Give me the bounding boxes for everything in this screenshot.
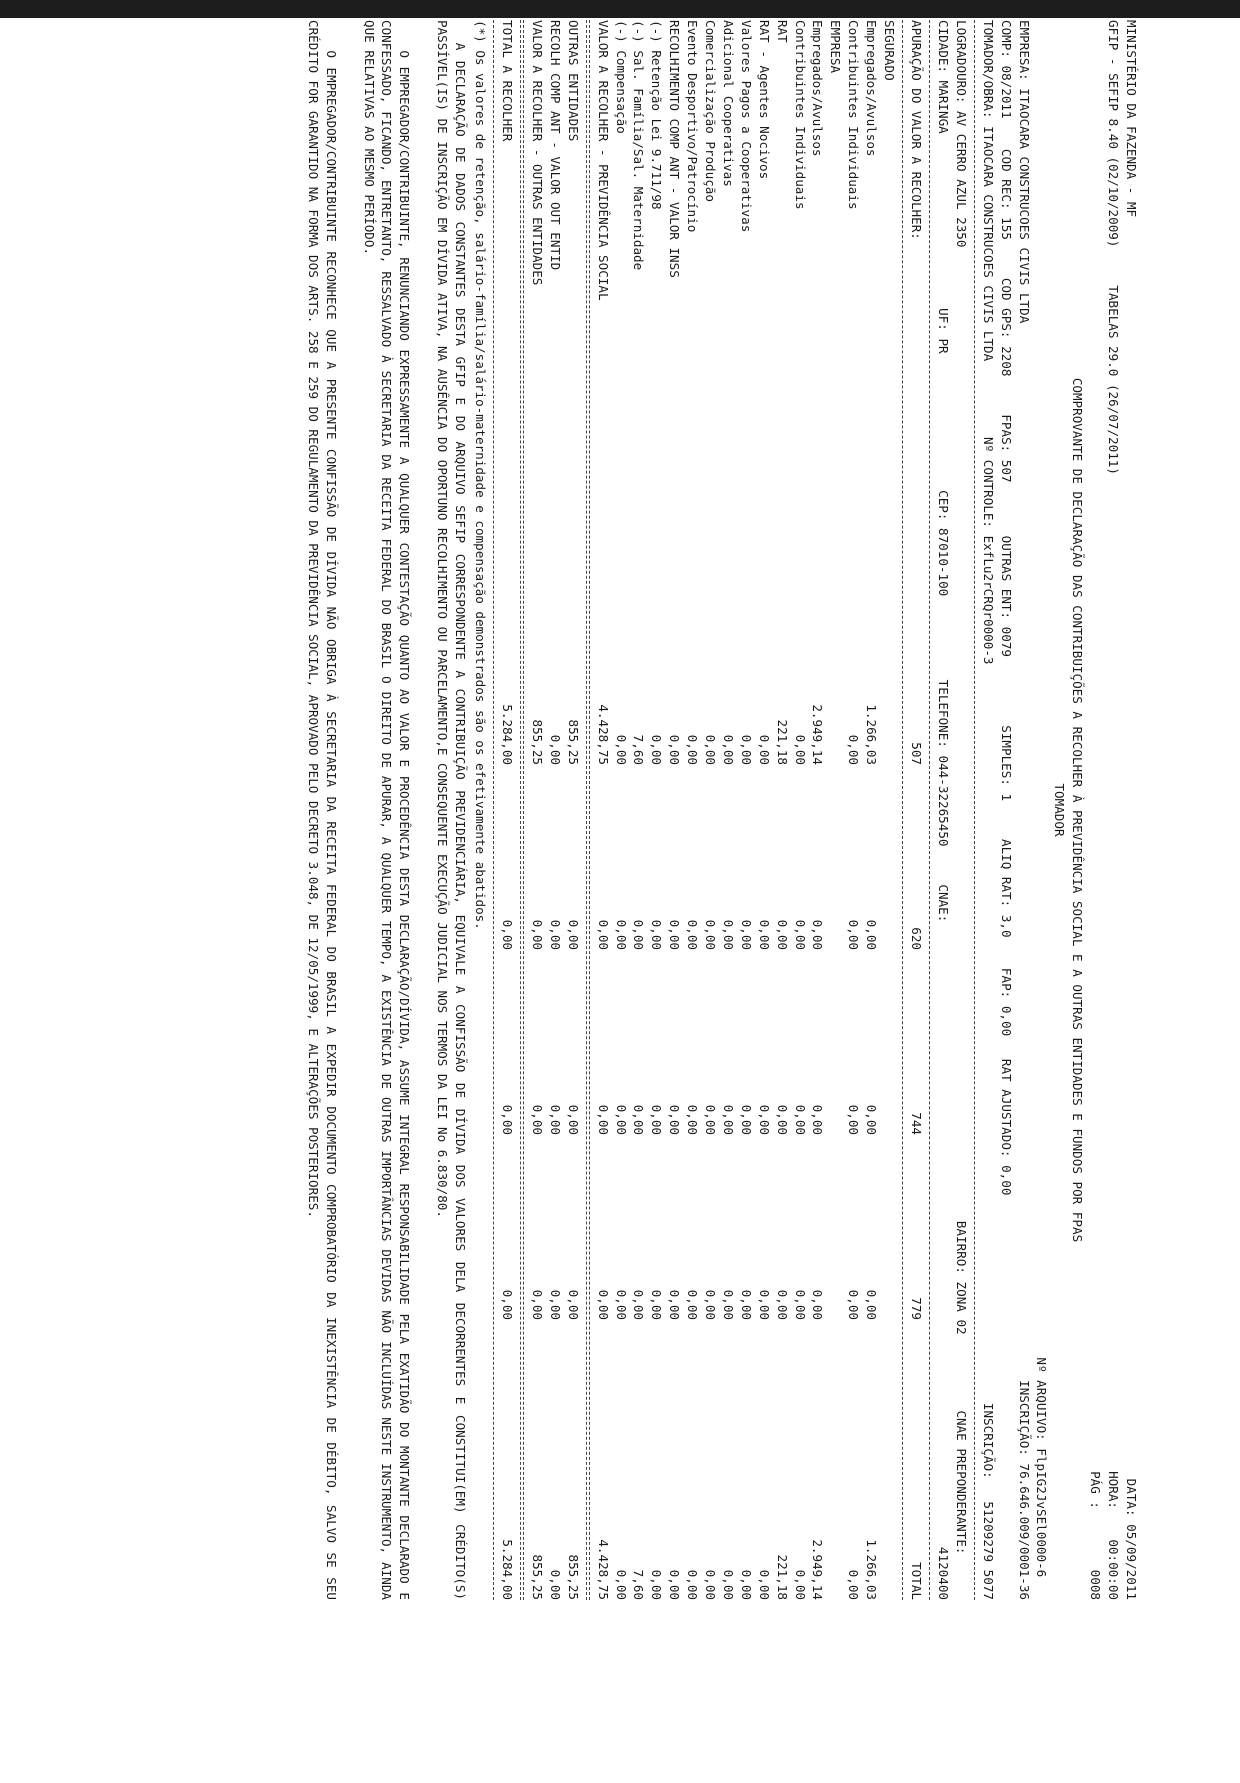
cell-value: 0,00 bbox=[547, 1569, 563, 1600]
cod-rec: COD REC: 155 bbox=[998, 148, 1014, 240]
software-version: GFIP - SEFIP 8.40 (02/10/2009) bbox=[1106, 20, 1122, 248]
cell-value: 0,00 bbox=[756, 734, 772, 765]
row-label: (-) Compensação bbox=[613, 20, 629, 134]
cell-value: 0,00 bbox=[667, 919, 683, 950]
cell-value: 0,00 bbox=[810, 1289, 826, 1320]
document-title: COMPROVANTE DE DECLARAÇÃO DAS CONTRIBUIÇÕES A RECOLHER À PREVIDÊNCIA SOCIAL E A OUTRAS ENTIDADES E FUNDOS POR FPAS bbox=[1070, 377, 1086, 1243]
document-page bbox=[70, 0, 1170, 1640]
cell-value: 0,00 bbox=[613, 1104, 629, 1135]
zip-code: CEP: 87010-100 bbox=[935, 490, 951, 597]
header-line-2 bbox=[1104, 20, 1122, 1600]
cell-value: 0,00 bbox=[547, 919, 563, 950]
table-row bbox=[791, 20, 809, 1600]
outras-ent: OUTRAS ENT: 0079 bbox=[998, 535, 1014, 657]
table-row bbox=[737, 20, 755, 1600]
competence-line bbox=[997, 20, 1015, 1600]
cell-value: 0,00 bbox=[792, 1289, 808, 1320]
declaration-note: A DECLARAÇÃO DE DADOS CONSTANTES DESTA GFIP E DO ARQUIVO SEFIP CORRESPONDENTE A CONTRIBUIÇÃO PREVIDENCIÁRIA, EQUIVALE A CONFISSÃO DE DÍVIDA DOS VALORES DELA DECORRENTES E CONSTITUI(EM) CRÉDITO(S) PASSÍVEL(IS) DE INSCRIÇÃO EM DÍVIDA ATIVA, NA AUSÊNCIA DO OPORTUNO RECOLHIMENTO OU PARCELAMENTO,E CONSEQUENTE EXECUÇÃO JUDICIAL NOS TERMOS DA LEI No 6.830/80. bbox=[435, 20, 469, 1600]
cell-value bbox=[827, 765, 845, 950]
row-label: Valores Pagos a Cooperativas bbox=[738, 20, 754, 233]
cell-value: 0,00 bbox=[720, 1289, 736, 1320]
cell-value: 0,00 bbox=[738, 1569, 754, 1600]
cnae-value: 4120400 bbox=[935, 1546, 951, 1600]
cell-value: 0,00 bbox=[720, 1104, 736, 1135]
table-row bbox=[809, 20, 827, 1600]
address-line bbox=[952, 20, 970, 1600]
cell-value: 855,25 bbox=[529, 1554, 545, 1600]
row-label: Evento Desportivo/Patrocínio bbox=[685, 20, 701, 233]
cell-value: 0,00 bbox=[846, 1289, 862, 1320]
table-row bbox=[827, 20, 845, 1600]
cell-value: 0,00 bbox=[864, 1104, 880, 1135]
cell-value: 0,00 bbox=[846, 1569, 862, 1600]
header-line-3 bbox=[1086, 20, 1104, 1600]
row-label: EMPRESA bbox=[828, 20, 844, 74]
cell-value: 5.284,00 bbox=[500, 1539, 515, 1600]
cell-value: 0,00 bbox=[500, 1289, 515, 1320]
cell-value: 0,00 bbox=[547, 1104, 563, 1135]
cell-value: 221,18 bbox=[774, 1554, 790, 1600]
cell-value: 0,00 bbox=[500, 919, 515, 950]
cell-value: 0,00 bbox=[703, 1289, 719, 1320]
cell-value: 0,00 bbox=[667, 734, 683, 765]
cell-value: 2.949,14 bbox=[810, 1539, 826, 1600]
table-row bbox=[880, 20, 898, 1600]
row-label: TOTAL A RECOLHER bbox=[500, 20, 515, 142]
cell-value: 0,00 bbox=[756, 919, 772, 950]
cell-value: 4.428,75 bbox=[595, 1539, 611, 1600]
cell-value: 0,00 bbox=[613, 1569, 629, 1600]
fap: FAP: 0,00 bbox=[998, 967, 1014, 1037]
cell-value: 0,00 bbox=[864, 919, 880, 950]
cell-value: 0,00 bbox=[565, 919, 581, 950]
values-table bbox=[594, 20, 898, 1600]
cell-value: 0,00 bbox=[774, 919, 790, 950]
cell-value: 0,00 bbox=[565, 1289, 581, 1320]
separator bbox=[902, 20, 903, 1600]
cell-value: 0,00 bbox=[792, 919, 808, 950]
cell-value: 855,25 bbox=[565, 1554, 581, 1600]
simples: SIMPLES: 1 bbox=[998, 725, 1014, 802]
cell-value bbox=[880, 950, 898, 1135]
cell-value: 0,00 bbox=[756, 1569, 772, 1600]
cell-value: 0,00 bbox=[631, 1289, 647, 1320]
table-row bbox=[546, 20, 564, 1600]
cell-value: 0,00 bbox=[667, 1289, 683, 1320]
cell-value: 0,00 bbox=[792, 1569, 808, 1600]
apuracao-header bbox=[907, 20, 925, 1600]
cell-value: 0,00 bbox=[649, 1569, 665, 1600]
row-label: RECOLHIMENTO COMP ANT - VALOR INSS bbox=[667, 20, 683, 278]
row-label: Empregados/Avulsos bbox=[810, 20, 826, 157]
tomador-inscription: INSCRIÇÃO: 51209279 5077 bbox=[980, 1402, 996, 1600]
cell-value bbox=[880, 1320, 898, 1600]
cell-value: 0,00 bbox=[595, 919, 611, 950]
cnae-preponderante: CNAE PREPONDERANTE: bbox=[953, 1410, 969, 1555]
cell-value: 0,00 bbox=[631, 919, 647, 950]
table-row bbox=[862, 20, 880, 1600]
cell-value bbox=[880, 1135, 898, 1320]
cell-value: 0,00 bbox=[846, 1104, 862, 1135]
cell-value: 0,00 bbox=[685, 1104, 701, 1135]
company-name: EMPRESA: ITAOCARA CONSTRUCOES CIVIS LTDA bbox=[1016, 20, 1032, 324]
cell-value: 0,00 bbox=[864, 1289, 880, 1320]
table-row bbox=[665, 20, 683, 1600]
cell-value: 0,00 bbox=[738, 919, 754, 950]
other-entities-table bbox=[528, 20, 582, 1600]
apuracao-label: APURAÇÃO DO VALOR A RECOLHER: bbox=[909, 20, 925, 240]
cell-value: 0,00 bbox=[667, 1569, 683, 1600]
col-header: 779 bbox=[909, 1297, 925, 1320]
renounce-note: O EMPREGADOR/CONTRIBUINTE, RENUNCIANDO EXPRESSAMENTE A QUALQUER CONTESTAÇÃO QUANTO AO VALOR E PROCEDÊNCIA DESTA DECLARAÇÃO/DÍVIDA, ASSUME INTEGRAL RESPONSABILIDADE PELA EXATIDÃO DO MONTANTE DECLARADO E CONFESSADO, FICANDO, ENTRETANTO, RESSALVADO À SECRETARIA DA RECEITA FEDERAL DO BRASIL O DIREITO DE APURAR, A QUALQUER TEMPO, A EXISTÊNCIA DE OUTRAS IMPORTÂNCIAS DEVIDAS NÃO INCLUÍDAS NESTE INSTRUMENTO, AINDA QUE RELATIVAS AO MESMO PERÍODO. bbox=[361, 20, 413, 1600]
print-time: HORA: 00:00:00 bbox=[1106, 1471, 1122, 1600]
row-label: VALOR A RECOLHER - PREVIDÊNCIA SOCIAL bbox=[595, 20, 611, 301]
street: LOGRADOURO: AV CERRO AZUL 2350 bbox=[953, 20, 969, 248]
cell-value: 1.266,03 bbox=[864, 704, 880, 765]
cell-value: 7,60 bbox=[631, 1569, 647, 1600]
col-header: 744 bbox=[909, 1112, 925, 1135]
cell-value: 0,00 bbox=[756, 1289, 772, 1320]
row-label: RECOLH COMP ANT - VALOR OUT ENTID bbox=[547, 20, 563, 271]
cell-value: 7,60 bbox=[631, 734, 647, 765]
cell-value: 0,00 bbox=[792, 734, 808, 765]
separator bbox=[929, 20, 930, 1600]
cell-value: 0,00 bbox=[529, 1289, 545, 1320]
table-row bbox=[528, 20, 546, 1600]
cell-value bbox=[880, 765, 898, 950]
control-number: Nº CONTROLE: ExfLu2rCRQr0000-3 bbox=[980, 437, 996, 665]
cell-value: 0,00 bbox=[529, 919, 545, 950]
cell-value: 5.284,00 bbox=[500, 704, 515, 765]
cell-value bbox=[827, 1320, 845, 1600]
cell-value: 4.428,75 bbox=[595, 704, 611, 765]
col-header: TOTAL bbox=[909, 1562, 925, 1600]
row-label: Empregados/Avulsos bbox=[864, 20, 880, 157]
cell-value: 0,00 bbox=[631, 1104, 647, 1135]
cell-value: 0,00 bbox=[810, 919, 826, 950]
cell-value: 0,00 bbox=[500, 1104, 515, 1135]
table-row bbox=[594, 20, 612, 1600]
ministry-label: MINISTÉRIO DA FAZENDA - MF bbox=[1124, 20, 1139, 218]
row-label: OUTRAS ENTIDADES bbox=[565, 20, 581, 142]
cell-value: 0,00 bbox=[649, 919, 665, 950]
cell-value: 0,00 bbox=[595, 1289, 611, 1320]
state: UF: PR bbox=[935, 308, 951, 354]
cell-value: 0,00 bbox=[649, 1289, 665, 1320]
table-row bbox=[630, 20, 648, 1600]
cell-value: 0,00 bbox=[685, 734, 701, 765]
cell-value bbox=[827, 950, 845, 1135]
cell-value: 0,00 bbox=[774, 1104, 790, 1135]
city-line bbox=[934, 20, 952, 1600]
table-row bbox=[844, 20, 862, 1600]
district: BAIRRO: ZONA 02 bbox=[953, 1220, 969, 1335]
cell-value: 855,25 bbox=[529, 719, 545, 765]
total-row bbox=[498, 20, 516, 1600]
tomador-line bbox=[979, 20, 997, 1600]
archive-number: Nº ARQUIVO: FlpIG2JvSEl0000-6 bbox=[1034, 1357, 1050, 1578]
recognize-note: O EMPREGADOR/CONTRIBUINTE RECONHECE QUE A PRESENTE CONFISSÃO DE DÍVIDA NÃO OBRIGA À SECRETARIA DA RECEITA FEDERAL DO BRASIL A EXPEDIR DOCUMENTO COMPROBATÓRIO DA INEXISTÊNCIA DE DÉBITO, SALVO SE SEU CRÉDITO FOR GARANTIDO NA FORMA DOS ARTS. 258 E 259 DO REGULAMENTO DA PREVIDÊNCIA SOCIAL, APROVADO PELO DECRETO 3.048, DE 12/05/1999, E ALTERAÇÕES POSTERIORES. bbox=[305, 20, 339, 1600]
row-label: SEGURADO bbox=[882, 20, 898, 81]
cell-value bbox=[827, 580, 845, 765]
cell-value: 0,00 bbox=[547, 1289, 563, 1320]
cell-value: 0,00 bbox=[703, 734, 719, 765]
cell-value: 0,00 bbox=[613, 1289, 629, 1320]
cell-value: 0,00 bbox=[685, 1569, 701, 1600]
cell-value: 0,00 bbox=[529, 1104, 545, 1135]
cell-value: 0,00 bbox=[738, 734, 754, 765]
aliq-rat: ALIQ RAT: 3,0 bbox=[998, 839, 1014, 938]
competence: COMP: 08/2011 bbox=[998, 20, 1014, 119]
cell-value bbox=[880, 580, 898, 765]
cnae-label: CNAE: bbox=[935, 884, 951, 923]
total-table bbox=[498, 20, 516, 1600]
city: CIDADE: MARINGA bbox=[935, 20, 951, 134]
apuracao-table bbox=[907, 20, 925, 1600]
page-number: PÁG : 0008 bbox=[1088, 1471, 1104, 1600]
rat-ajustado: RAT AJUSTADO: 0,00 bbox=[998, 1058, 1014, 1196]
cell-value: 0,00 bbox=[595, 1104, 611, 1135]
cell-value: 0,00 bbox=[846, 734, 862, 765]
table-row bbox=[647, 20, 665, 1600]
row-label: RAT - Agentes Nocivos bbox=[756, 20, 772, 180]
cell-value: 0,00 bbox=[685, 919, 701, 950]
row-label: (-) Sal. Família/Sal. Maternidade bbox=[631, 20, 647, 271]
cell-value: 0,00 bbox=[565, 1104, 581, 1135]
company-line bbox=[1015, 20, 1033, 1600]
cell-value: 0,00 bbox=[720, 734, 736, 765]
table-row bbox=[773, 20, 791, 1600]
cell-value: 0,00 bbox=[703, 919, 719, 950]
row-label: Adicional Cooperativas bbox=[720, 20, 736, 187]
archive-line bbox=[1033, 20, 1051, 1600]
table-row bbox=[755, 20, 773, 1600]
separator bbox=[974, 20, 975, 1600]
row-label: Contribuintes Individuais bbox=[792, 20, 808, 210]
retention-note: (*) Os valores de retenção, salário-família/salário-maternidade e compensação demonstrados são os efetivamente abatidos. bbox=[473, 20, 489, 930]
cell-value: 0,00 bbox=[703, 1104, 719, 1135]
header-line-1 bbox=[1122, 20, 1140, 1600]
cell-value: 0,00 bbox=[846, 919, 862, 950]
cell-value: 0,00 bbox=[667, 1104, 683, 1135]
cell-value: 0,00 bbox=[613, 734, 629, 765]
cell-value: 0,00 bbox=[792, 1104, 808, 1135]
row-label: Contribuintes Individuais bbox=[846, 20, 862, 210]
separator bbox=[586, 20, 590, 1600]
cell-value: 221,18 bbox=[774, 719, 790, 765]
cell-value: 0,00 bbox=[649, 1104, 665, 1135]
row-label: Comercialização Produção bbox=[703, 20, 719, 202]
separator bbox=[493, 20, 494, 1600]
print-date: DATA: 05/09/2011 bbox=[1124, 1478, 1139, 1600]
row-label: VALOR A RECOLHER - OUTRAS ENTIDADES bbox=[529, 20, 545, 286]
cell-value: 0,00 bbox=[738, 1104, 754, 1135]
cell-value: 0,00 bbox=[810, 1104, 826, 1135]
cod-gps: COD GPS: 2208 bbox=[998, 277, 1014, 377]
col-header: 620 bbox=[909, 927, 925, 950]
cell-value: 0,00 bbox=[720, 919, 736, 950]
cell-value: 855,25 bbox=[565, 719, 581, 765]
cell-value: 0,00 bbox=[703, 1569, 719, 1600]
document-subtitle: TOMADOR bbox=[1052, 783, 1068, 837]
company-inscription: INSCRIÇÃO: 76.646.009/0001-36 bbox=[1016, 1380, 1032, 1600]
separator bbox=[520, 20, 524, 1600]
cell-value: 0,00 bbox=[613, 919, 629, 950]
cell-value: 2.949,14 bbox=[810, 704, 826, 765]
table-row bbox=[564, 20, 582, 1600]
cell-value: 0,00 bbox=[774, 1289, 790, 1320]
table-row bbox=[683, 20, 701, 1600]
col-header: 507 bbox=[909, 742, 925, 765]
table-row bbox=[701, 20, 719, 1600]
cell-value bbox=[827, 1135, 845, 1320]
fpas: FPAS: 507 bbox=[998, 414, 1014, 483]
cell-value: 0,00 bbox=[547, 734, 563, 765]
cell-value: 0,00 bbox=[738, 1289, 754, 1320]
cell-value: 0,00 bbox=[649, 734, 665, 765]
row-label: (-) Retenção Lei 9.711/98 bbox=[649, 20, 665, 210]
cell-value: 0,00 bbox=[685, 1289, 701, 1320]
tables-version: TABELAS 29.0 (26/07/2011) bbox=[1106, 285, 1122, 475]
tomador-name: TOMADOR/OBRA: ITAOCARA CONSTRUCOES CIVIS LTDA bbox=[980, 20, 996, 362]
phone: TELEFONE: 044-32265450 bbox=[935, 679, 951, 847]
cell-value: 1.266,03 bbox=[864, 1539, 880, 1600]
table-row bbox=[612, 20, 630, 1600]
row-label: RAT bbox=[774, 20, 790, 43]
cell-value: 0,00 bbox=[720, 1569, 736, 1600]
cell-value: 0,00 bbox=[756, 1104, 772, 1135]
table-row bbox=[719, 20, 737, 1600]
